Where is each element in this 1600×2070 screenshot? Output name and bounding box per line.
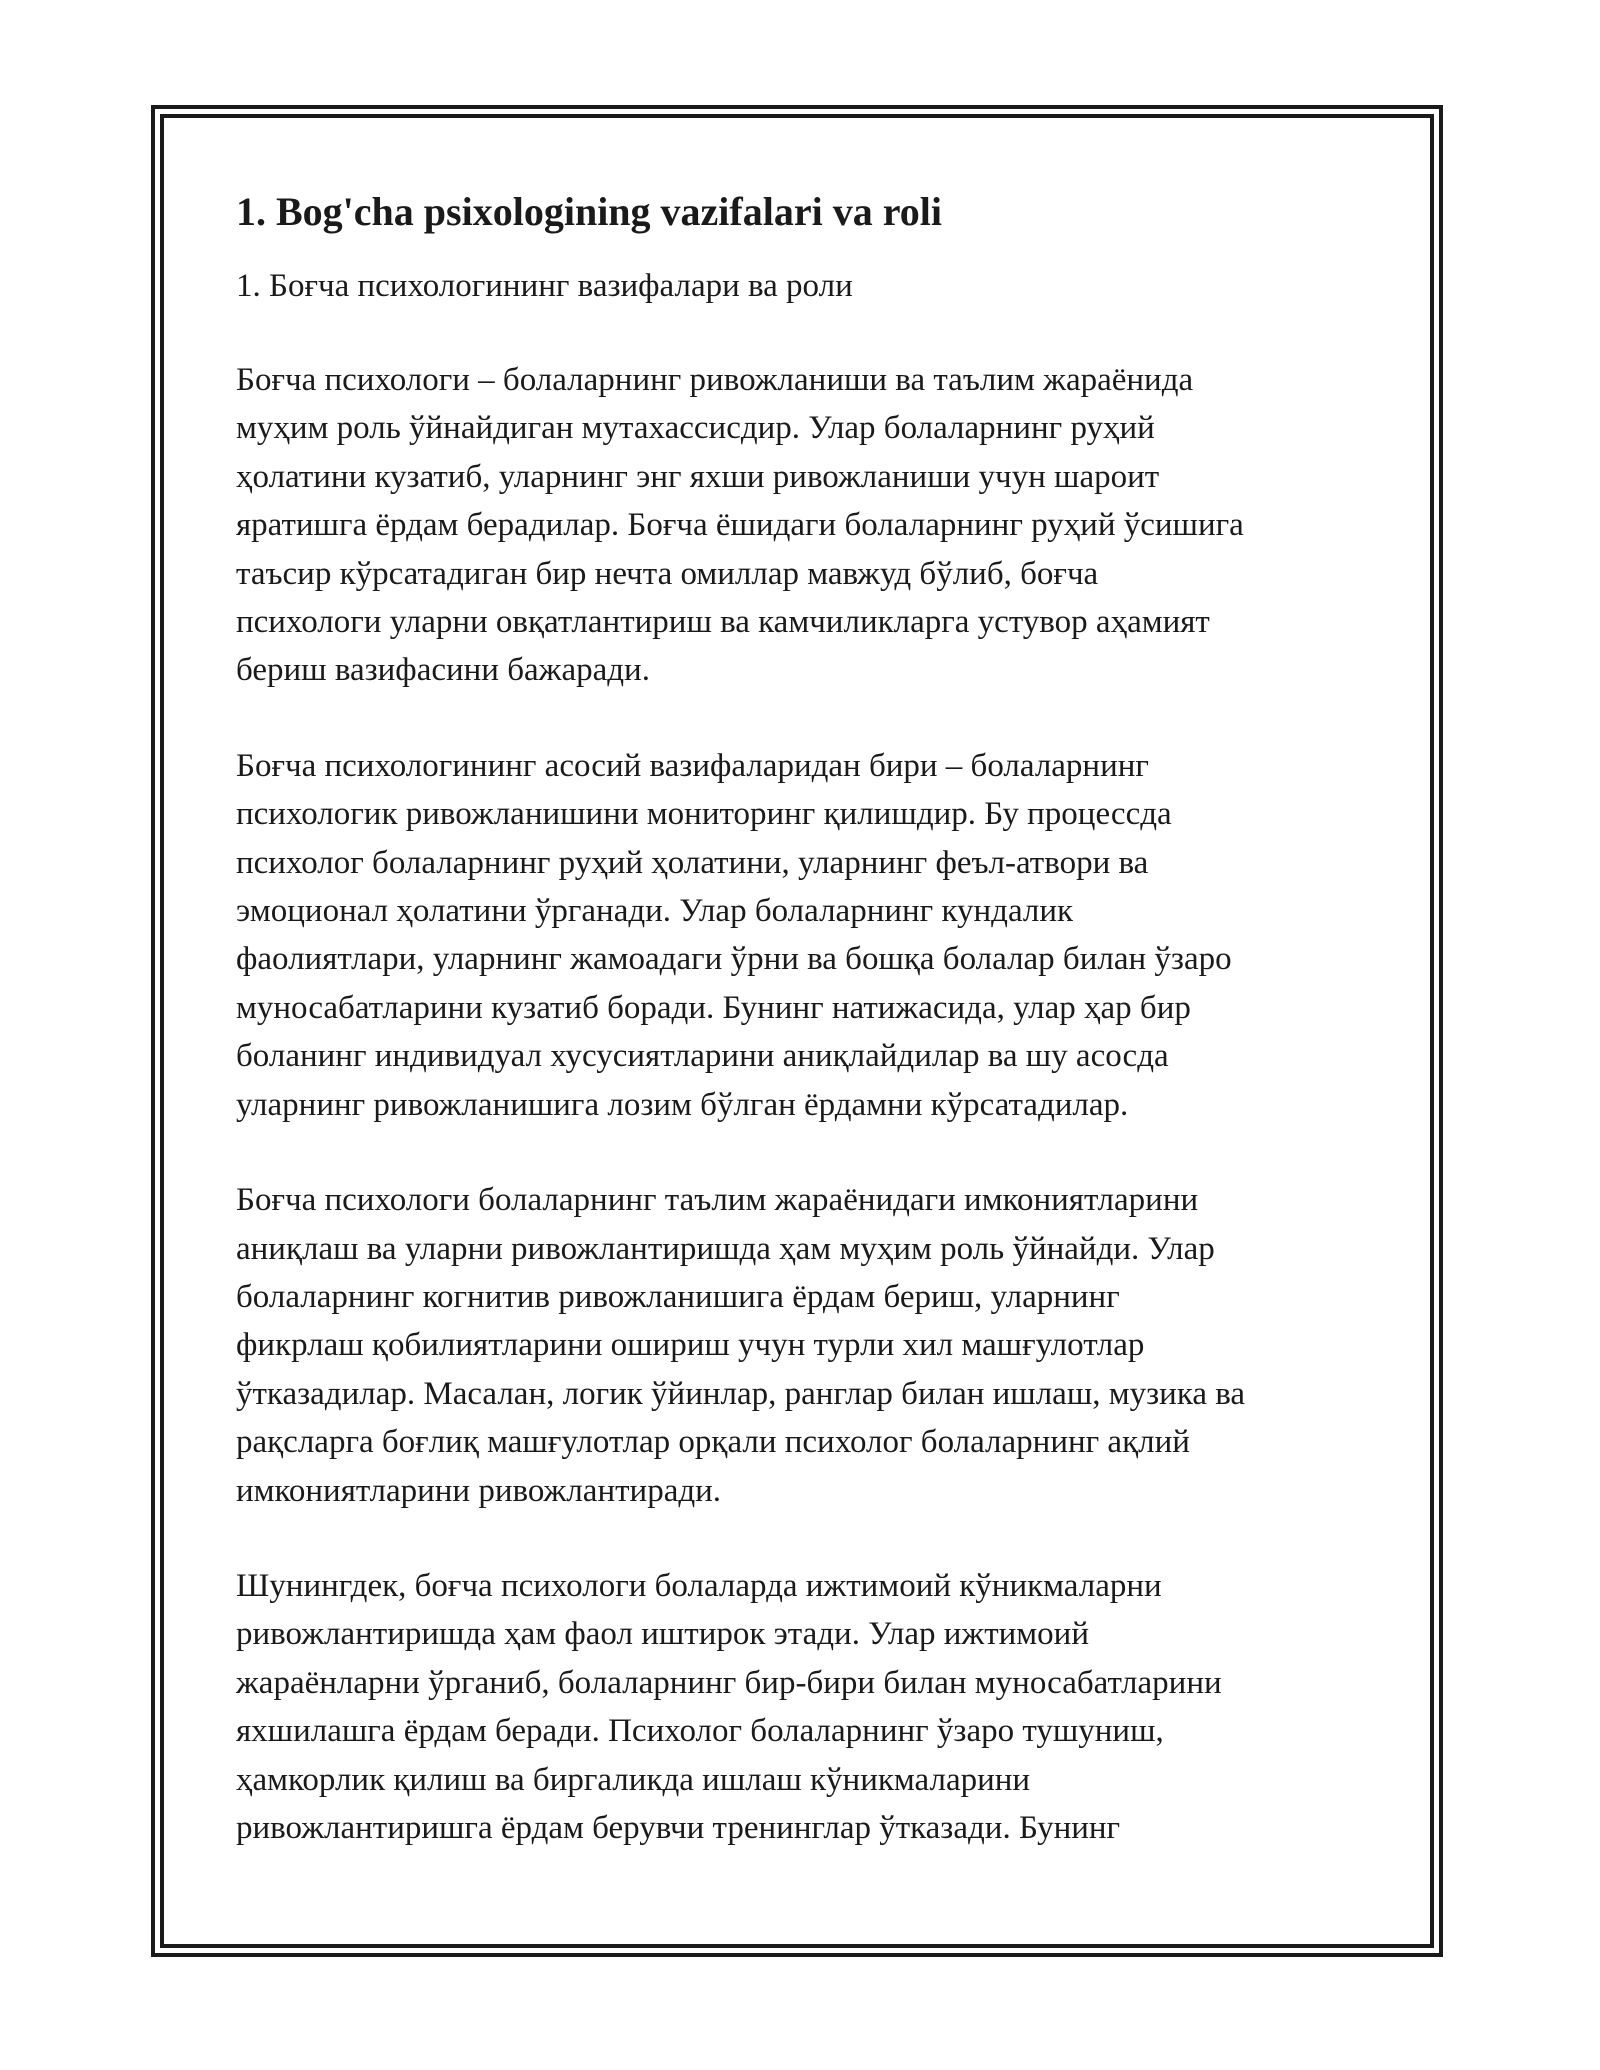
document-content — [236, 186, 1366, 1852]
paragraph-line: ривожлантиришга ёрдам берувчи тренинглар ўтказади. Бунинг — [236, 1809, 1121, 1846]
body-paragraph — [236, 742, 1366, 1129]
paragraphs — [236, 356, 1366, 1852]
subheading: 1. Боғча психологининг вазифалари ва роли — [236, 268, 853, 304]
paragraph-line: фаолиятлари, уларнинг жамоадаги ўрни ва бошқа болалар билан ўзаро — [236, 941, 1232, 978]
body-paragraph — [236, 1176, 1366, 1515]
page-heading: 1. Bog'cha psixologining vazifalari va roli — [236, 189, 942, 234]
paragraph-line: ўтказадилар. Масалан, логик ўйинлар, ранглар билан ишлаш, музика ва — [236, 1375, 1246, 1412]
body-paragraph — [236, 356, 1366, 695]
paragraph-line: боланинг индивидуал хусусиятларини аниқлайдилар ва шу асосда — [236, 1038, 1169, 1075]
paragraph-line: Боғча психологи болаларнинг таълим жараёнидаги имкониятларини — [236, 1182, 1199, 1219]
paragraph-line: ҳолатини кузатиб, уларнинг энг яхши ривожланиши учун шароит — [236, 458, 1160, 495]
paragraph-line: ривожлантиришда ҳам фаол иштирок этади. Улар ижтимоий — [236, 1616, 1089, 1653]
paragraph-line: Боғча психологининг асосий вазифаларидан бири – болаларнинг — [236, 747, 1149, 784]
paragraph-line: ҳамкорлик қилиш ва биргаликда ишлаш кўникмаларини — [236, 1761, 1031, 1798]
paragraph-line: психологик ривожланишини мониторинг қилишдир. Бу процессда — [236, 796, 1172, 833]
paragraph-line: болаларнинг когнитив ривожланишига ёрдам бериш, уларнинг — [236, 1278, 1120, 1315]
paragraph-line: жараёнларни ўрганиб, болаларнинг бир-бири билан муносабатларини — [236, 1664, 1222, 1701]
paragraph-line: эмоционал ҳолатини ўрганади. Улар болаларнинг кундалик — [236, 893, 1074, 930]
paragraph-line: психологи уларни овқатлантириш ва камчиликларга устувор аҳамият — [236, 604, 1210, 641]
paragraph-line: аниқлаш ва уларни ривожлантиришда ҳам муҳим роль ўйнайди. Улар — [236, 1230, 1215, 1267]
paragraph-line: рақсларга боғлиқ машғулотлар орқали психолог болаларнинг ақлий — [236, 1424, 1190, 1461]
paragraph-line: муҳим роль ўйнайдиган мутахассисдир. Улар болаларнинг руҳий — [236, 410, 1155, 447]
paragraph-line: психолог болаларнинг руҳий ҳолатини, уларнинг феъл-атвори ва — [236, 844, 1149, 881]
paragraph-line: Шунингдек, боғча психологи болаларда ижтимоий кўникмаларни — [236, 1567, 1162, 1604]
body-paragraph — [236, 1562, 1366, 1852]
paragraph-line: Боғча психологи – болаларнинг ривожланиши ва таълим жараёнида — [236, 362, 1194, 398]
paragraph-line: бериш вазифасини бажаради. — [236, 652, 650, 689]
paragraph-line: имкониятларини ривожлантиради. — [236, 1472, 722, 1509]
paragraph-line: фикрлаш қобилиятларини ошириш учун турли хил машғулотлар — [236, 1327, 1145, 1364]
paragraph-line: уларнинг ривожланишига лозим бўлган ёрдамни кўрсатадилар. — [236, 1086, 1129, 1123]
paragraph-line: муносабатларини кузатиб боради. Бунинг натижасида, улар ҳар бир — [236, 989, 1191, 1026]
paragraph-line: яхшилашга ёрдам беради. Психолог болаларнинг ўзаро тушуниш, — [236, 1713, 1164, 1750]
paragraph-line: яратишга ёрдам берадилар. Боғча ёшидаги болаларнинг руҳий ўсишига — [236, 507, 1244, 544]
paragraph-line: таъсир кўрсатадиган бир нечта омиллар мавжуд бўлиб, боғча — [236, 555, 1099, 592]
